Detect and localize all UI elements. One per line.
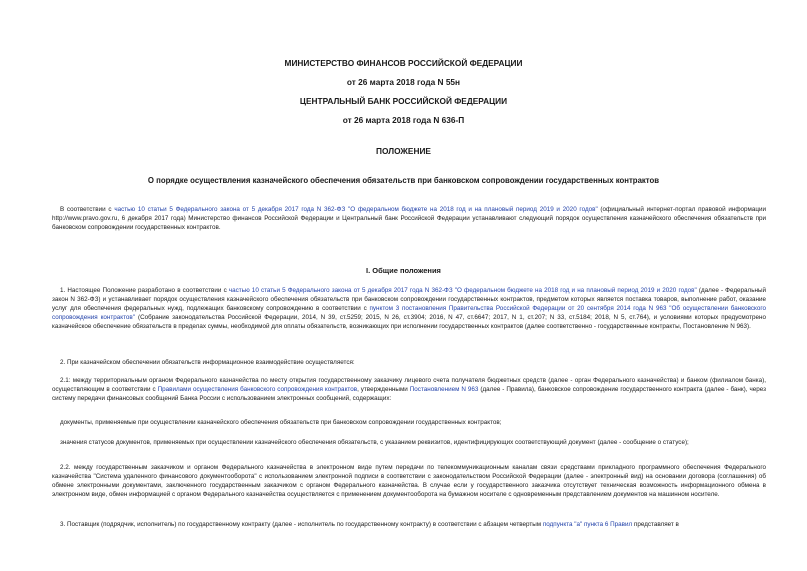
preamble-text-2: (официальный интернет-портал правовой информации http://www.pravo.gov.ru, 6 декабря 2017 года) Министерство финансов Российской Федерации и Центральный банк Российской Федерации устанавливают следующий порядок осуществления казначейского обеспечения обязательств при банковском сопровождении государственных контрактов. — [52, 206, 766, 231]
resolution-963-short-link[interactable]: Постановлением N 963 — [409, 386, 479, 393]
paragraph-1-text-c: (Собрание законодательства Российской Федерации, 2014, N 39, ст.5259; 2015, N 26, ст.3904; 2016, N 47, ст.6647; 2017, N 1, ст.207; N 33, ст.5184; 2018, N 5, ст.764), и условиями которых предусмотрено казначейское обеспечение обязательств в пределах суммы, необходимой для оплаты обязательств, возникающих при исполнении государственных контрактов (далее соответственно - государственные контракты, Постановление N 963). — [52, 314, 766, 330]
paragraph-2: 2. При казначейском обеспечении обязательств информационное взаимодействие осуществляется: — [60, 359, 355, 366]
federal-law-362-link-2[interactable]: частью 10 статьи 5 Федерального закона от 5 декабря 2017 года N 362-ФЗ "О федеральном бюджете на 2018 год и на плановый период 2019 и 2020 годов" — [228, 287, 697, 294]
section-heading: I. Общие положения — [366, 266, 441, 275]
resolution-963-link[interactable]: пунктом 3 постановления Правительства Российской Федерации от 20 сентября 2014 года N 963 "Об осуществлении банковского сопровождения контрактов" — [52, 305, 766, 321]
paragraph-2-1-item-1: документы, применяемые при осуществлении казначейского обеспечения обязательств при банковском сопровождении государственных контрактов; — [60, 419, 502, 426]
federal-law-362-link[interactable]: частью 10 статьи 5 Федерального закона от 5 декабря 2017 года N 362-ФЗ "О федеральном бюджете на 2018 год и на плановый период 2019 и 2020 годов" — [114, 206, 598, 213]
ministry-order-date: от 26 марта 2018 года N 55н — [346, 77, 461, 87]
paragraph-2-1-item-2: значения статусов документов, применяемых при осуществлении казначейского обеспечения обязательств, с указанием реквизитов, идентифицирующих соответствующий документ (далее - сообщение о статусе); — [60, 439, 689, 446]
preamble-paragraph — [52, 205, 766, 232]
paragraph-1-text-b: (далее - Федеральный закон N 362-ФЗ) и устанавливает порядок осуществления казначейского обеспечения обязательств при банковском сопровождении государственных контрактов, предметом которых является поставка товаров, выполнение работ, оказание услуг для обеспечения федеральных нужд, подлежащих банковскому сопровождению в соответствии с — [52, 287, 766, 312]
document-type: ПОЛОЖЕНИЕ — [376, 146, 431, 156]
central-bank-order-date: от 26 марта 2018 года N 636-П — [342, 115, 465, 125]
paragraph-1-text-a: 1. Настоящее Положение разработано в соответствии с — [60, 287, 229, 294]
paragraph-3-text-b: представляет в — [632, 521, 679, 528]
paragraph-3-text-a: 3. Поставщик (подрядчик, исполнитель) по государственному контракту (далее - исполнитель по государственному контракту) в соответствии с абзацем четвертым — [60, 521, 543, 528]
paragraph-2-1 — [52, 376, 766, 403]
rules-item-6-link[interactable]: подпункта "а" пункта 6 Правил — [542, 521, 633, 528]
central-bank-name: ЦЕНТРАЛЬНЫЙ БАНК РОССИЙСКОЙ ФЕДЕРАЦИИ — [299, 96, 508, 106]
paragraph-2-2: 2.2. между государственным заказчиком и органом Федерального казначейства в электронном виде путем передачи по телекоммуникационным каналам связи средствами прикладного программного обеспечения Федерального казначейства "Система удаленного финансового документооборота" с использованием электронной подписи в соответствии с законодательством Российской Федерации (далее - электронный вид) на основании договора (соглашения) об обмене электронными документами, заключенного государственным заказчиком с органом Федерального казначейства. В случае если у государственного заказчика отсутствует техническая возможность информационного обмена в электронном виде, обмен информацией с органом Федерального казначейства осуществляется с применением документооборота на бумажном носителе с одновременным представлением документов на машинном носителе. — [52, 464, 766, 498]
paragraph-1 — [52, 286, 766, 331]
paragraph-3 — [52, 520, 766, 529]
document-title: О порядке осуществления казначейского обеспечения обязательств при банковском сопровождении государственных контрактов — [147, 176, 660, 185]
paragraph-2-1-text-a: 2.1: между территориальным органом Федерального казначейства по месту открытия государственному заказчику лицевого счета получателя бюджетных средств (далее - орган Федерального казначейства) и банком (филиалом банка), осуществляющим в соответствии с — [52, 377, 766, 393]
paragraph-2-1-text-b: , утвержденными — [357, 386, 410, 393]
banking-support-rules-link[interactable]: Правилами осуществления банковского сопровождения контрактов — [157, 386, 358, 393]
ministry-name: МИНИСТЕРСТВО ФИНАНСОВ РОССИЙСКОЙ ФЕДЕРАЦИИ — [284, 58, 523, 68]
preamble-text-1: В соответствии с — [60, 206, 115, 213]
paragraph-2-1-text-c: (далее - Правила), банковское сопровождение государственного контракта (далее - банк), через систему передачи финансовых сообщений Банка России с использованием электронных сообщений, содержащих: — [52, 386, 766, 402]
